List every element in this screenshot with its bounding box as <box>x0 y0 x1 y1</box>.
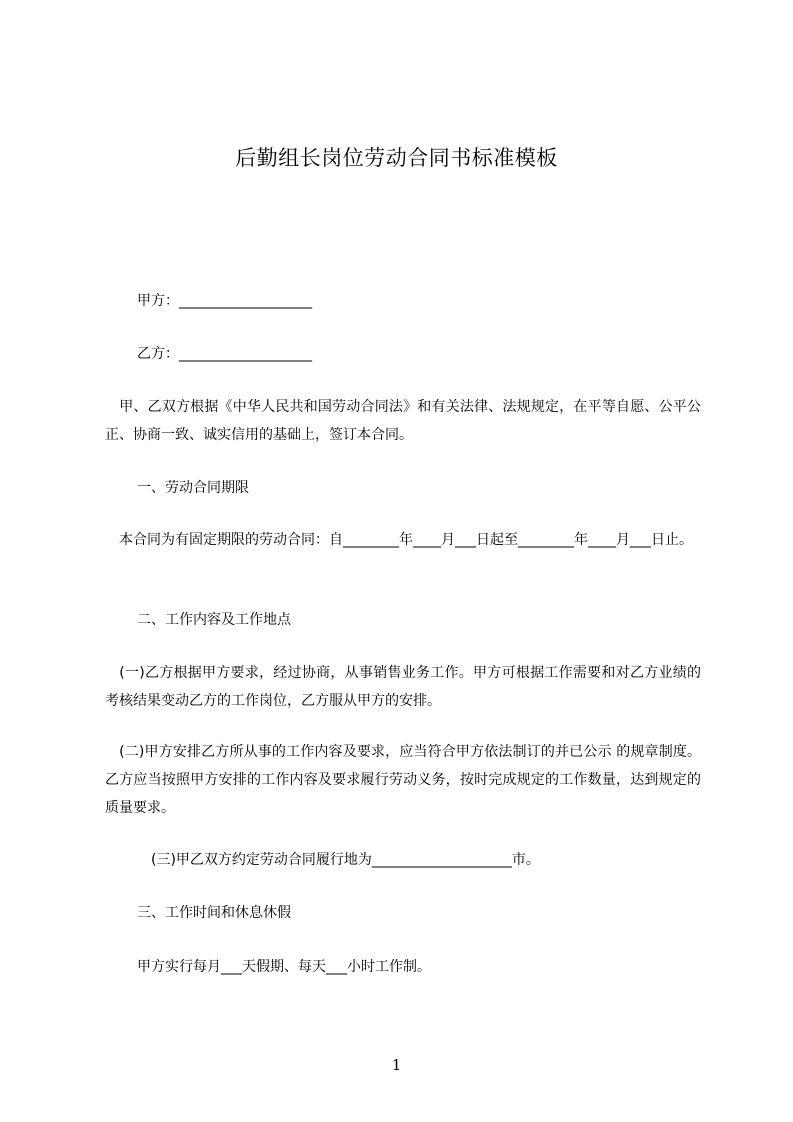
section-3-heading: 三、工作时间和休息休假 <box>137 905 291 921</box>
document-title: 后勤组长岗位劳动合同书标准模板 <box>235 146 558 170</box>
intro-paragraph: 甲、乙双方根据《中华人民共和国劳动合同法》和有关法律、法规规定，在平等自愿、公平公正、协商一致、诚实信用的基础上，签订本合同。 <box>105 399 701 443</box>
party-a-line: 甲方：___________________ <box>137 293 312 309</box>
section-2-item-2: (二)甲方安排乙方所从事的工作内容及要求，应当符合甲方依法制订的并已公示 的规章制度。乙方应当按照甲方安排的工作内容及要求履行劳动义务，按时完成规定的工作数量，达到规定的质量要求。 <box>105 744 701 816</box>
section-1-body: 本合同为有固定期限的劳动合同：自________年____月___日起至________年____月___日止。 <box>105 532 693 548</box>
party-b-line: 乙方：___________________ <box>137 346 312 362</box>
section-2-heading: 二、工作内容及工作地点 <box>137 612 291 628</box>
section-2-item-3: (三)甲乙双方约定劳动合同履行地为____________________市。 <box>137 852 540 868</box>
section-1-heading: 一、劳动合同期限 <box>137 480 249 496</box>
section-3-body: 甲方实行每月___天假期、每天___小时工作制。 <box>137 959 431 975</box>
section-2-item-1: (一)乙方根据甲方要求，经过协商，从事销售业务工作。甲方可根据工作需要和对乙方业绩的考核结果变动乙方的工作岗位，乙方服从甲方的安排。 <box>105 665 701 709</box>
page-number: 1 <box>391 1056 402 1074</box>
